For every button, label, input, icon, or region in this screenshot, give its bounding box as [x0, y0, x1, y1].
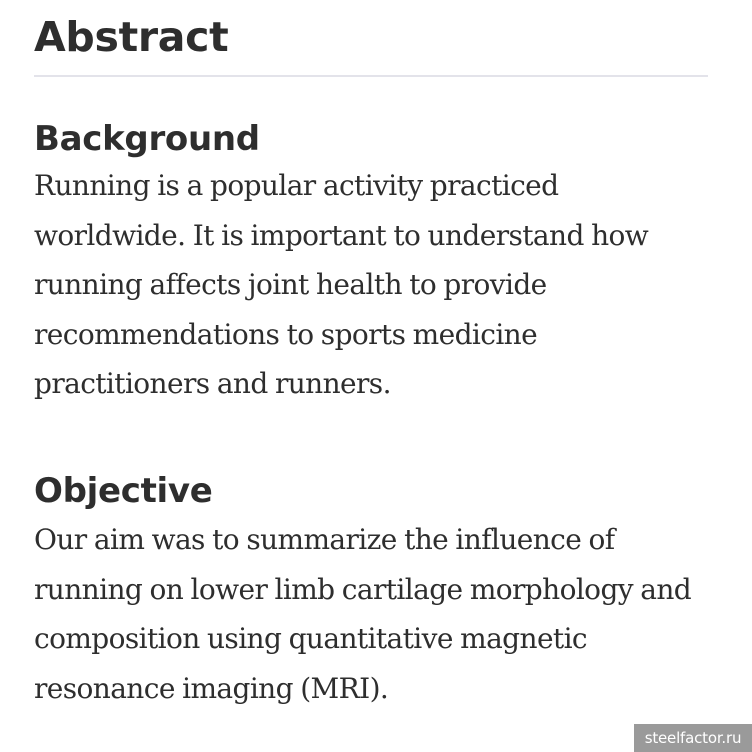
background-text [34, 161, 710, 409]
background-line: worldwide. It is important to understand how [34, 218, 649, 252]
background-section [34, 119, 710, 409]
background-heading: Background [34, 119, 260, 159]
abstract-page [34, 0, 710, 713]
objective-line: resonance imaging (MRI). [34, 671, 389, 705]
watermark-badge: steelfactor.ru [634, 724, 752, 752]
objective-line: running on lower limb cartilage morphology and [34, 572, 692, 606]
background-line: Running is a popular activity practiced [34, 169, 559, 202]
background-line: running affects joint health to provide [34, 268, 547, 302]
objective-text [34, 515, 710, 713]
abstract-heading: Abstract [34, 13, 229, 61]
objective-line: composition using quantitative magnetic [34, 622, 588, 656]
heading-divider [34, 75, 708, 77]
background-line: practitioners and runners. [34, 367, 391, 401]
objective-section [34, 471, 710, 713]
background-line: recommendations to sports medicine [34, 317, 538, 351]
objective-heading: Objective [34, 470, 213, 511]
objective-line: Our aim was to summarize the influence of [34, 522, 615, 556]
